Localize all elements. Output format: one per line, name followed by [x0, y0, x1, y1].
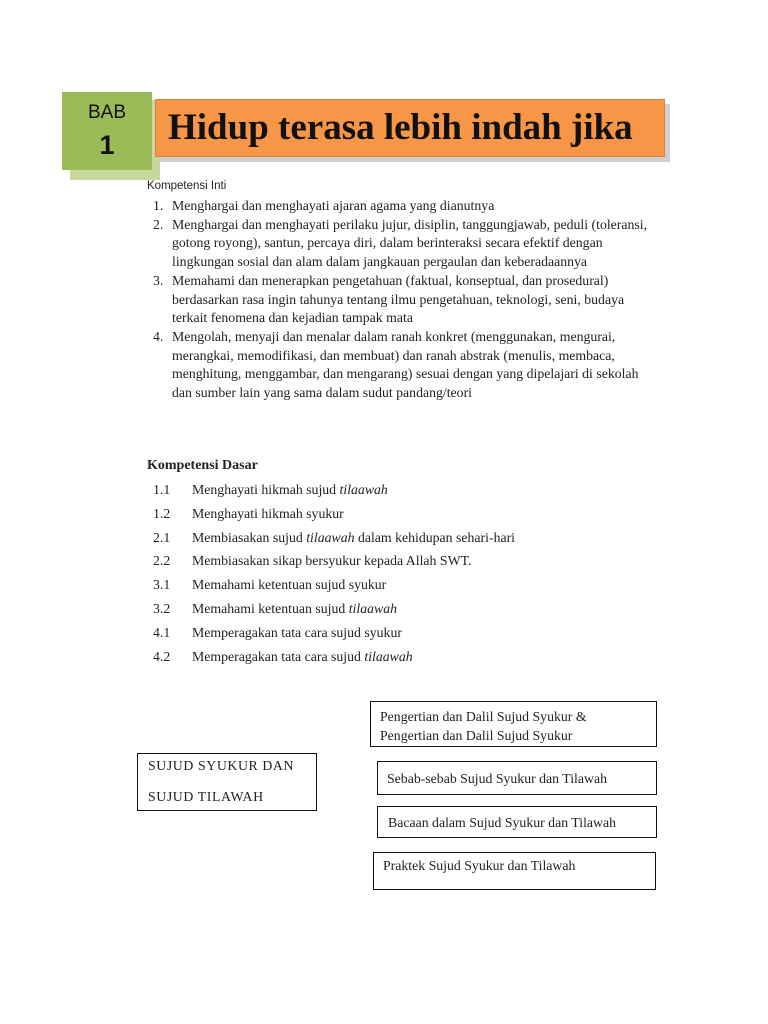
- chapter-title: Hidup terasa lebih indah jika: [168, 107, 633, 148]
- list-item: 2. Menghargai dan menghayati perilaku jujur, disiplin, tanggungjawab, peduli (toleransi, gotong royong), santun, percaya diri, dalam berinteraksi secara efektif dengan lingkungan sosial dan alam dalam jangkauan pergaulan dan keberadaannya: [153, 216, 648, 270]
- chapter-badge: [62, 92, 152, 170]
- list-item: 4.1 Memperagakan tata cara sujud syukur: [153, 624, 402, 640]
- concept-map-box-pengertian: Pengertian dan Dalil Sujud Syukur & Pengertian dan Dalil Sujud Syukur: [370, 701, 657, 747]
- kompetensi-dasar-heading: Kompetensi Dasar: [147, 458, 258, 473]
- concept-map-box-bacaan: Bacaan dalam Sujud Syukur dan Tilawah: [377, 806, 657, 838]
- list-item: 1.1 Menghayati hikmah sujud tilaawah: [153, 482, 388, 497]
- list-item: 1. Menghargai dan menghayati ajaran agama yang dianutnya: [153, 198, 495, 213]
- list-item: 4.2 Memperagakan tata cara sujud tilaawah: [153, 648, 413, 664]
- list-item: 3.2 Memahami ketentuan sujud tilaawah: [153, 600, 398, 616]
- list-item: 2.1 Membiasakan sujud tilaawah dalam kehidupan sehari-hari: [153, 529, 516, 545]
- kompetensi-inti-list: [153, 197, 648, 403]
- list-item: 2.2 Membiasakan sikap bersyukur kepada Allah SWT.: [153, 553, 472, 569]
- kompetensi-dasar-list: [153, 482, 515, 672]
- concept-map-box-sebab: Sebab-sebab Sujud Syukur dan Tilawah: [377, 761, 657, 795]
- chapter-label: BAB: [87, 102, 127, 123]
- kompetensi-inti-heading: Kompetensi Inti: [147, 180, 227, 192]
- concept-map-main-topic: SUJUD SYUKUR DAN SUJUD TILAWAH: [137, 753, 317, 811]
- list-item: 4. Mengolah, menyaji dan menalar dalam ranah konkret (menggunakan, mengurai, merangkai, memodifikasi, dan membuat) dan ranah abstrak (menulis, membaca, menghitung, menggambar, dan mengarang) sesuai dengan yang dipelajari di sekolah dan sumber lain yang sama dalam sudut pandang/teori: [153, 328, 639, 401]
- chapter-number: 1: [99, 130, 115, 160]
- list-item: 3.1 Memahami ketentuan sujud syukur: [153, 577, 387, 593]
- list-item: 1.2 Menghayati hikmah syukur: [153, 505, 344, 521]
- title-banner: [155, 99, 665, 157]
- list-item: 3. Memahami dan menerapkan pengetahuan (faktual, konseptual, dan prosedural) berdasarkan rasa ingin tahunya tentang ilmu pengetahuan, teknologi, seni, budaya terkait fenomena dan kejadian tampak mata: [153, 272, 625, 326]
- concept-map-box-praktek: Praktek Sujud Syukur dan Tilawah: [373, 852, 656, 890]
